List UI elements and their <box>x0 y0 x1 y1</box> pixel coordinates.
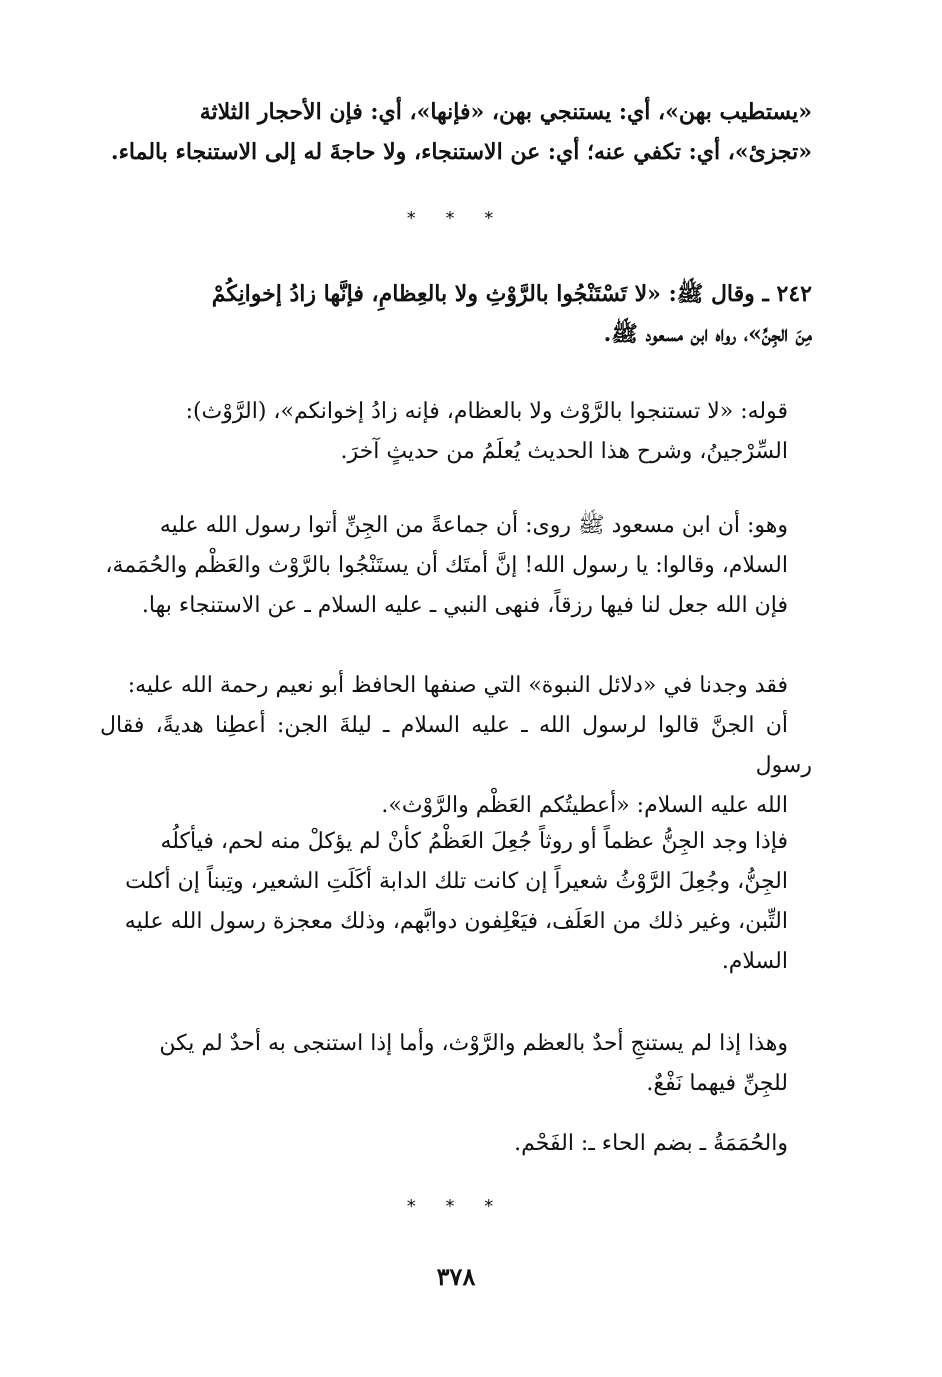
paragraph-commentary-end <box>100 92 812 172</box>
text-line: الله عليه السلام: «أعطيتُكم العَظْم والرَّوْث». <box>381 793 788 818</box>
text-line: السلام. <box>721 949 788 974</box>
commentary-paragraph <box>100 506 812 626</box>
hadith-paragraph <box>100 274 812 354</box>
text-line: أن الجنَّ قالوا لرسول الله ـ عليه السلام ـ ليلةَ الجن: أعطِنا هديةً، فقال رسول <box>100 713 812 778</box>
text-line: «يستطيب بهن»، أي: يستنجي بهن، «فإنها»، أي: فإن الأحجار الثلاثة <box>199 99 812 125</box>
text-line: السِّرْجينُ، وشرح هذا الحديث يُعلَمُ من حديثٍ آخرَ. <box>340 439 788 464</box>
text-line: قوله: «لا تستنجوا بالرَّوْث ولا بالعظام، فإنه زادُ إخوانكم»، (الرَّوْث): <box>185 399 788 424</box>
text-line: مِنَ الجِنِّ»، رواه ابن مسعود ﷺ. <box>603 321 812 347</box>
commentary-paragraph <box>100 666 812 826</box>
section-separator: * * * <box>406 208 506 229</box>
text-line: السلام، وقالوا: يا رسول الله! إنَّ أمتَك أن يستَنْجُوا بالرَّوْث والعَظْم والحُمَمة، <box>105 553 788 578</box>
text-line: فقد وجدنا في «دلائل النبوة» التي صنفها الحافظ أبو نعيم رحمة الله عليه: <box>127 673 788 698</box>
commentary-paragraph <box>100 392 812 472</box>
text-line: وهو: أن ابن مسعود ﷺ روى: أن جماعةً من الجِنِّ أتوا رسول الله عليه <box>159 513 788 538</box>
text-line: التِّبن، وغير ذلك من العَلَف، فيَعْلِفون دوابَّهم، وذلك معجزة رسول الله عليه <box>124 909 788 934</box>
commentary-paragraph <box>100 1124 812 1164</box>
section-separator: * * * <box>406 1196 506 1217</box>
commentary-paragraph <box>100 1024 812 1104</box>
commentary-paragraph <box>100 822 812 982</box>
text-line: ٢٤٢ ـ وقال ﷺ: «لا تَسْتَنْجُوا بالرَّوْثِ ولا بالعِظامِ، فإنَّها زادُ إخوانِكُمْ <box>211 281 812 307</box>
text-line: للجِنِّ فيهما نَفْعٌ. <box>646 1071 788 1096</box>
page-number: ٣٧٨ <box>436 1262 476 1291</box>
text-line: وهذا إذا لم يستنجِ أحدٌ بالعظم والرَّوْث، وأما إذا استنجى به أحدٌ لم يكن <box>159 1031 788 1056</box>
book-page <box>100 0 812 1377</box>
text-line: «تجزئ»، أي: تكفي عنه؛ أي: عن الاستنجاء، ولا حاجةَ له إلى الاستنجاء بالماء. <box>110 139 812 165</box>
text-line: والحُمَمَةُ ـ بضم الحاء ـ: الفَحْم. <box>514 1131 788 1156</box>
text-line: فإذا وجد الجِنُّ عظماً أو روثاً جُعِلَ العَظْمُ كأنْ لم يؤكلْ منه لحم، فيأكلُه <box>160 829 788 854</box>
text-line: الجِنُّ، وجُعِلَ الرَّوْثُ شعيراً إن كانت تلك الدابة أكَلَتِ الشعير، وتِبناً إن أكلت <box>125 869 788 894</box>
text-line: فإن الله جعل لنا فيها رزقاً، فنهى النبي ـ عليه السلام ـ عن الاستنجاء بها. <box>141 593 788 618</box>
